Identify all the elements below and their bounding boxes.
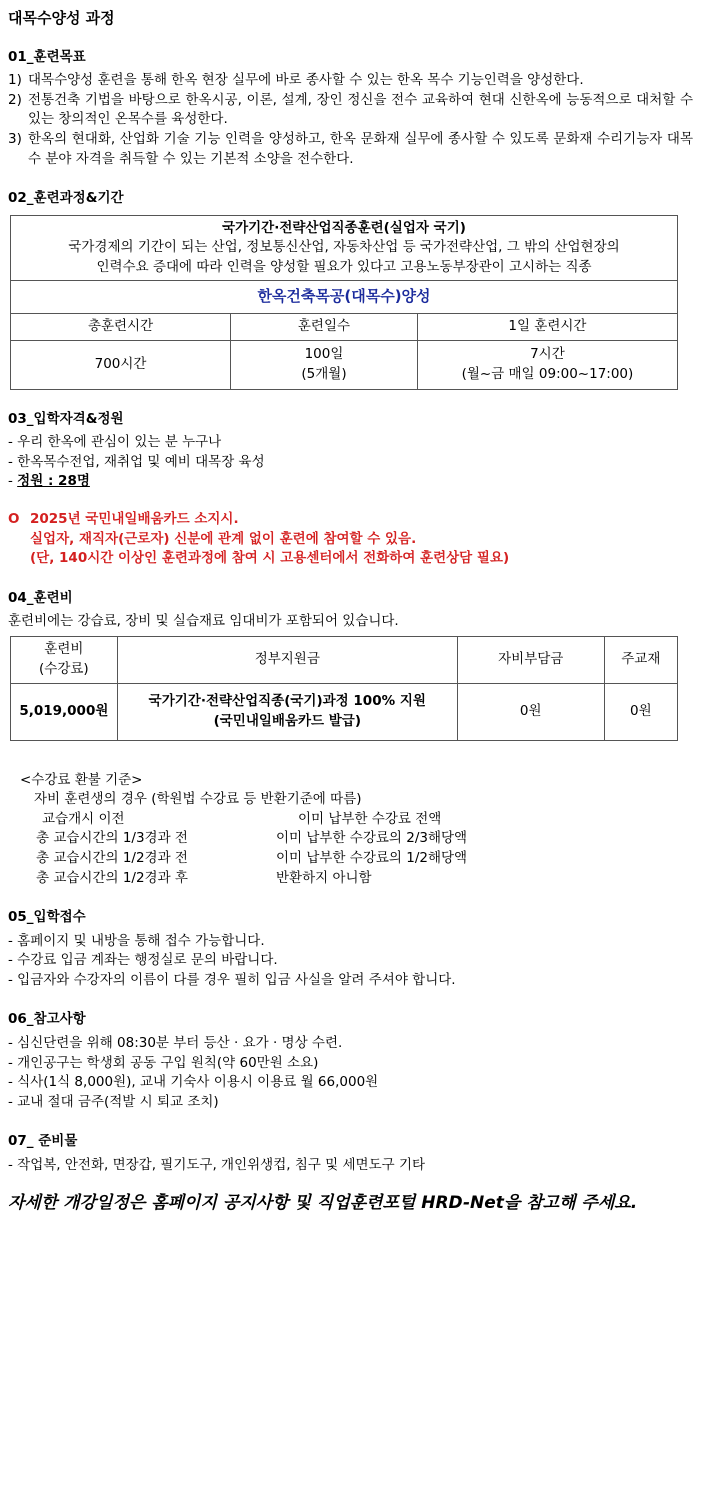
col-header-fee [11, 636, 118, 683]
bullet: - [8, 473, 18, 490]
card-notice [8, 510, 693, 569]
notice-row [8, 549, 693, 569]
list-item: - 입금자와 수강자의 이름이 다를 경우 필히 입금 사실을 알려 주셔야 합니다. [8, 971, 456, 988]
section-eligibility [8, 410, 693, 492]
refund-when: 총 교습시간의 1/2경과 후 [36, 869, 188, 886]
notice-row [8, 510, 693, 530]
program-title: 국가기간·전략산업직종훈련(실업자 국기) [222, 219, 466, 236]
daily-hours: 7시간 [530, 346, 565, 363]
item-number: 3) [8, 131, 22, 147]
item-text: 전통건축 기법을 바탕으로 한옥시공, 이론, 설계, 장인 정신을 전수 교육하여 현대 신한옥에 능동적으로 대처할 수 있는 창의적인 온목수를 육성한다. [28, 91, 693, 128]
col-header: 1일 훈련시간 [417, 314, 677, 341]
col-header: 총훈련시간 [11, 314, 231, 341]
course-table [10, 215, 678, 390]
book-cost: 0원 [604, 683, 677, 740]
daily-cell [417, 340, 677, 389]
section-goals [8, 48, 693, 169]
list-item: - 수강료 입금 계좌는 행정실로 문의 바랍니다. [8, 952, 278, 969]
item-number: 2) [8, 91, 22, 108]
refund-policy [8, 771, 693, 888]
list-item: - 개인공구는 학생회 공동 구입 원칙(약 60만원 소요) [8, 1054, 319, 1071]
section-heading: 03_입학자격&정원 [8, 410, 124, 427]
list-item: - 교내 절대 금주(적발 시 퇴교 조치) [8, 1093, 219, 1110]
notice-row [8, 530, 693, 550]
refund-when: 교습개시 이전 [42, 810, 125, 827]
list-item: - 홈페이지 및 내방을 통해 접수 가능합니다. [8, 932, 265, 949]
header-line: 훈련비 [44, 641, 84, 658]
refund-when: 총 교습시간의 1/3경과 전 [36, 830, 188, 847]
indent [8, 549, 30, 569]
notice-line-2: 실업자, 재직자(근로자) 신분에 관계 없이 훈련에 참여할 수 있음. [30, 530, 417, 547]
section-course [8, 189, 693, 390]
page-title: 대목수양성 과정 [8, 9, 115, 27]
col-header: 훈련일수 [231, 314, 418, 341]
gov-line-1: 국가기간·전략산업직종(국기)과정 100% 지원 [148, 693, 426, 710]
gov-line-2: (국민내일배움카드 발급) [213, 712, 362, 729]
section-supplies [8, 1132, 693, 1175]
list-item: - 우리 한옥에 관심이 있는 분 누구나 [8, 434, 222, 451]
section-application [8, 908, 693, 990]
closing-note: 자세한 개강일정은 홈페이지 공지사항 및 직업훈련포털 HRD-Net을 참고해 주세요. [8, 1193, 638, 1214]
section-heading: 04_훈련비 [8, 589, 73, 606]
self-pay: 0원 [457, 683, 604, 740]
section-heading: 02_훈련과정&기간 [8, 190, 124, 207]
indent [8, 530, 30, 550]
col-header-book: 주교재 [604, 636, 677, 683]
daily-schedule: (월~금 매일 09:00~17:00) [461, 365, 634, 382]
section-heading: 07_ 준비물 [8, 1133, 78, 1150]
fee-table [10, 636, 678, 741]
program-desc-2: 인력수요 증대에 따라 인력을 양성할 필요가 있다고 고용노동부장관이 고시하는 직종 [96, 258, 592, 275]
program-desc-1: 국가경제의 기간이 되는 산업, 정보통신산업, 자동차산업 등 국가전략산업, 그 밖의 산업현장의 [68, 239, 620, 256]
item-number: 1) [8, 72, 22, 89]
course-name: 한옥건축목공(대목수)양성 [11, 281, 678, 314]
refund-what: 이미 납부한 수강료 전액 [298, 810, 442, 827]
days-months: (5개월) [301, 365, 347, 382]
header-line: (수강료) [39, 660, 89, 677]
refund-what: 이미 납부한 수강료의 2/3해당액 [276, 830, 468, 847]
quota: 정원 : 28명 [17, 473, 90, 490]
col-header-gov: 정부지원금 [117, 636, 457, 683]
list-item [8, 472, 693, 492]
section-fee [8, 589, 693, 741]
total-hours: 700시간 [11, 340, 231, 389]
list-item: - 식사(1식 8,000원), 교내 기숙사 이용시 이용료 월 66,000원 [8, 1074, 379, 1091]
fee-value: 5,019,000원 [11, 683, 118, 740]
section-heading: 05_입학접수 [8, 909, 86, 926]
item-text: 대목수양성 훈련을 통해 한옥 현장 실무에 바로 종사할 수 있는 한옥 목수 기능인력을 양성한다. [28, 72, 584, 89]
list-item [8, 91, 693, 130]
fee-intro: 훈련비에는 강습료, 장비 및 실습재료 임대비가 포함되어 있습니다. [8, 613, 399, 630]
list-item [8, 71, 693, 91]
col-header-self: 자비부담금 [457, 636, 604, 683]
refund-subtitle: 자비 훈련생의 경우 (학원법 수강료 등 반환기준에 따름) [34, 791, 362, 808]
gov-support [117, 683, 457, 740]
list-item [8, 130, 693, 169]
program-cell [11, 215, 678, 281]
days-value: 100일 [304, 346, 344, 363]
refund-what: 반환하지 아니함 [276, 869, 372, 886]
list-item: - 한옥목수전업, 재취업 및 예비 대목장 육성 [8, 453, 265, 470]
item-text: 한옥의 현대화, 산업화 기술 기능 인력을 양성하고, 한옥 문화재 실무에 종사할 수 있도록 문화재 수리기능자 대목수 분야 자격을 취득할 수 있는 기본적 소양을 전수한다. [28, 131, 693, 167]
section-heading: 01_훈련목표 [8, 48, 86, 65]
refund-title: <수강료 환불 기준> [20, 771, 143, 788]
notice-line-1: 2025년 국민내일배움카드 소지시. [30, 510, 239, 527]
days-cell [231, 340, 418, 389]
refund-what: 이미 납부한 수강료의 1/2해당액 [276, 850, 468, 866]
refund-grid [20, 810, 693, 888]
refund-when: 총 교습시간의 1/2경과 전 [36, 850, 188, 866]
notice-line-3: (단, 140시간 이상인 훈련과정에 참여 시 고용센터에서 전화하여 훈련상담 필요) [30, 550, 510, 567]
section-heading: 06_참고사항 [8, 1011, 86, 1028]
list-item: - 작업복, 안전화, 면장갑, 필기도구, 개인위생컵, 침구 및 세면도구 기타 [8, 1156, 426, 1173]
list-item: - 심신단련을 위해 08:30분 부터 등산 · 요가 · 명상 수련. [8, 1034, 343, 1051]
circle-mark: O [8, 510, 20, 527]
section-notes [8, 1010, 693, 1112]
